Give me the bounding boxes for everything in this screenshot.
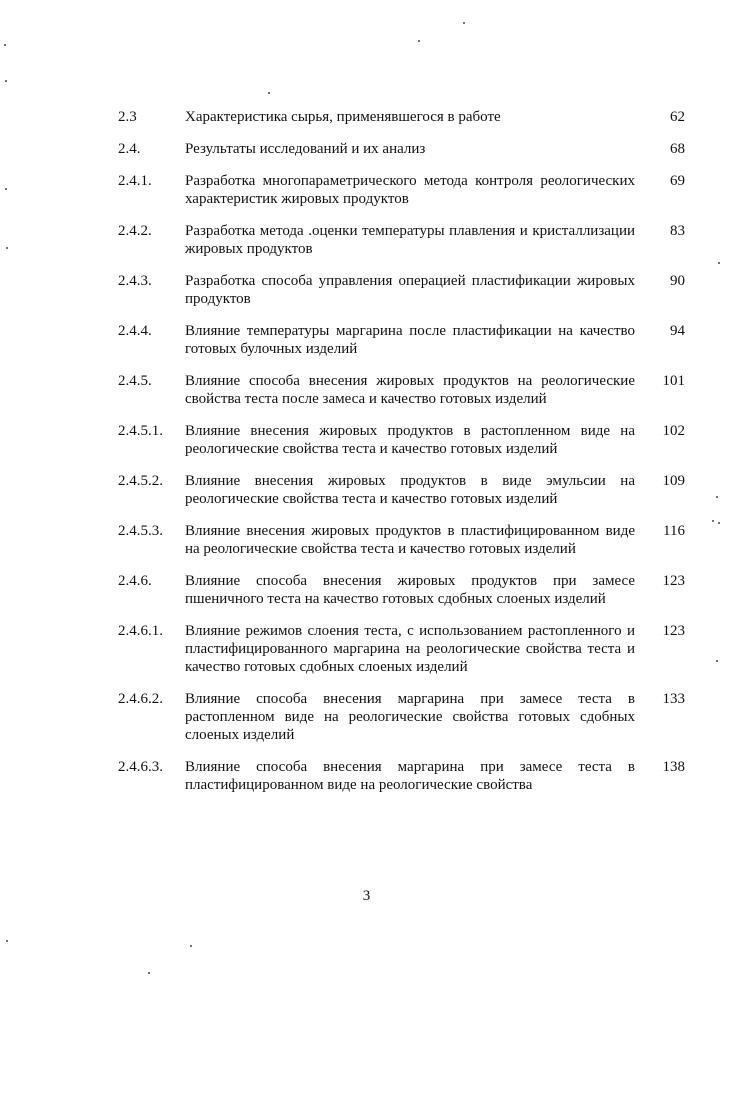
toc-page-number: 101 [662, 373, 685, 389]
toc-page-number: 123 [662, 573, 685, 589]
toc-section-number: 2.4.6.1. [118, 623, 163, 639]
page-number: 3 [362, 888, 371, 904]
scan-speck [716, 496, 718, 498]
toc-section-number: 2.4.5. [118, 373, 152, 389]
toc-section-title: Разработка метода .оценки температуры плавления и кристаллизации жировых продуктов [185, 223, 635, 257]
scan-speck [268, 92, 270, 94]
toc-section-title: Влияние способа внесения маргарина при замесе теста в пластифицированном виде на реологические свойства [185, 759, 635, 793]
scan-speck [148, 972, 150, 974]
toc-entry [0, 322, 733, 358]
toc-entry [0, 572, 733, 608]
toc-entry [0, 522, 733, 558]
toc-entry [0, 108, 733, 126]
toc-section-number: 2.4.4. [118, 323, 152, 339]
toc-entry [0, 372, 733, 408]
toc-section-title: Влияние способа внесения жировых продуктов при замесе пшеничного теста на качество готовых сдобных слоеных изделий [185, 573, 635, 607]
scan-speck [5, 80, 7, 82]
scan-speck [716, 660, 718, 662]
scan-speck [4, 44, 6, 46]
toc-entry [0, 622, 733, 676]
toc-section-number: 2.4.1. [118, 173, 152, 189]
toc-entry [0, 422, 733, 458]
toc-section-title: Разработка многопараметрического метода контроля реологических характеристик жировых продуктов [185, 173, 635, 207]
toc-page-number: 90 [670, 273, 685, 289]
toc-entry [0, 758, 733, 794]
toc-entry [0, 472, 733, 508]
toc-section-number: 2.3 [118, 109, 137, 125]
scan-speck [718, 522, 720, 524]
scan-speck [6, 940, 8, 942]
toc-page-number: 116 [663, 523, 685, 539]
toc-entry [0, 690, 733, 744]
table-of-contents [0, 108, 733, 808]
toc-page-number: 69 [670, 173, 685, 189]
scan-speck [463, 22, 465, 24]
toc-page-number: 83 [670, 223, 685, 239]
toc-section-title: Влияние режимов слоения теста, с использованием растопленного и пластифицированного маргарина на реологические свойства теста и качество готовых сдобных слоеных изделий [185, 623, 635, 675]
toc-section-title: Влияние внесения жировых продуктов в пластифицированном виде на реологические свойства теста и качество готовых изделий [185, 523, 635, 557]
toc-page-number: 62 [670, 109, 685, 125]
scan-speck [712, 520, 714, 522]
toc-section-title: Результаты исследований и их анализ [185, 141, 426, 157]
toc-section-number: 2.4.5.3. [118, 523, 163, 539]
toc-page-number: 94 [670, 323, 685, 339]
scan-speck [6, 247, 8, 249]
toc-section-number: 2.4. [118, 141, 141, 157]
scan-speck [718, 262, 720, 264]
scan-speck [5, 188, 7, 190]
toc-entry [0, 222, 733, 258]
toc-page-number: 138 [662, 759, 685, 775]
toc-section-title: Влияние способа внесения жировых продуктов на реологические свойства теста после замеса и качество готовых изделий [185, 373, 635, 407]
toc-page-number: 102 [662, 423, 685, 439]
toc-page-number: 123 [662, 623, 685, 639]
toc-section-number: 2.4.5.1. [118, 423, 163, 439]
toc-section-title: Влияние внесения жировых продуктов в виде эмульсии на реологические свойства теста и качество готовых изделий [185, 473, 635, 507]
toc-section-title: Характеристика сырья, применявшегося в работе [185, 109, 501, 125]
toc-entry [0, 172, 733, 208]
toc-section-number: 2.4.3. [118, 273, 152, 289]
toc-section-number: 2.4.5.2. [118, 473, 163, 489]
toc-section-title: Разработка способа управления операцией пластификации жировых продуктов [185, 273, 635, 307]
scan-speck [190, 945, 192, 947]
toc-entry [0, 140, 733, 158]
toc-section-number: 2.4.6.2. [118, 691, 163, 707]
toc-section-number: 2.4.6.3. [118, 759, 163, 775]
toc-section-title: Влияние внесения жировых продуктов в растопленном виде на реологические свойства теста и качество готовых изделий [185, 423, 635, 457]
toc-section-title: Влияние способа внесения маргарина при замесе теста в растопленном виде на реологические свойства готовых сдобных слоеных изделий [185, 691, 635, 743]
toc-section-number: 2.4.6. [118, 573, 152, 589]
toc-entry [0, 272, 733, 308]
scan-speck [418, 40, 420, 42]
toc-section-number: 2.4.2. [118, 223, 152, 239]
toc-section-title: Влияние температуры маргарина после пластификации на качество готовых булочных изделий [185, 323, 635, 357]
toc-page-number: 68 [670, 141, 685, 157]
toc-page-number: 109 [662, 473, 685, 489]
toc-page-number: 133 [662, 691, 685, 707]
